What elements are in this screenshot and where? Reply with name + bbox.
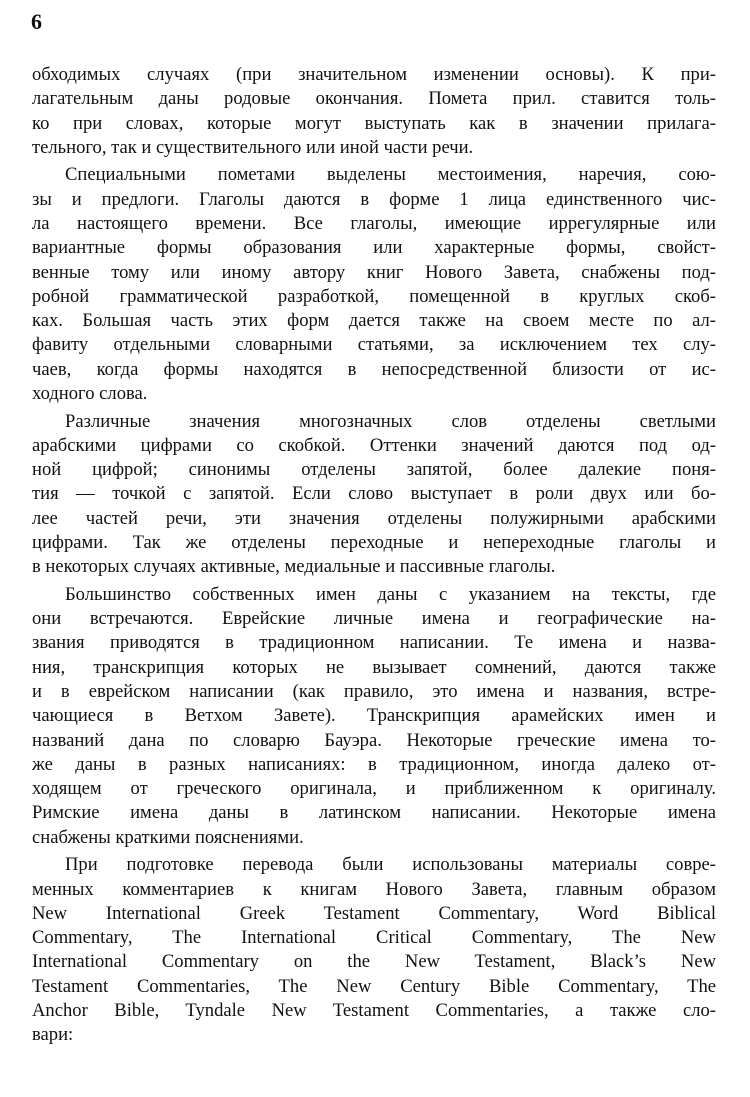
text-line: обходимых случаях (при значительном изменении основы). К при- bbox=[32, 64, 716, 85]
text-line: Специальными пометами выделены местоимения, наречия, сою- bbox=[65, 164, 716, 186]
text-line: New International Greek Testament Commentary, Word Biblical bbox=[32, 902, 716, 924]
text-line: ках. Большая часть этих форм дается также на своем месте по ал- bbox=[32, 310, 716, 332]
text-line: ко при словах, которые могут выступать как в значении прилага- bbox=[32, 112, 716, 134]
text-line: ходящем от греческого оригинала, и приближенном к оригиналу. bbox=[32, 778, 716, 800]
paragraph bbox=[32, 583, 716, 850]
text-line: вари: bbox=[32, 1024, 74, 1046]
text-line: Большинство собственных имен даны с указанием на тексты, где bbox=[65, 583, 716, 605]
text-line: и в еврейском написании (как правило, это имена и названия, встре- bbox=[32, 680, 716, 702]
paragraph bbox=[32, 410, 716, 580]
text-line: они встречаются. Еврейские личные имена и географические на- bbox=[32, 608, 716, 630]
text-line: робной грамматической разработкой, помещенной в круглых скоб- bbox=[32, 285, 716, 307]
text-line: вариантные формы образования или характерные формы, свойст- bbox=[32, 237, 716, 259]
text-line: Anchor Bible, Tyndale New Testament Commentaries, а также сло- bbox=[32, 1000, 716, 1022]
text-line: цифрами. Так же отделены переходные и непереходные глаголы и bbox=[32, 532, 716, 554]
text-line: венные тому или иному автору книг Нового Завета, снабжены под- bbox=[32, 261, 716, 283]
text-line: же даны в разных написаниях: в традиционном, иногда далеко от- bbox=[32, 753, 716, 775]
text-line: названий дана по словарю Бауэра. Некоторые греческие имена то- bbox=[32, 729, 716, 751]
text-line: ной цифрой; синонимы отделены запятой, более далекие поня- bbox=[32, 459, 716, 481]
text-line: Римские имена даны в латинском написании. Некоторые имена bbox=[32, 802, 716, 824]
text-line: International Commentary on the New Testament, Black’s New bbox=[32, 951, 716, 973]
text-line: Commentary, The International Critical Commentary, The New bbox=[32, 927, 716, 949]
text-line: чаев, когда формы находятся в непосредственной близости от ис- bbox=[32, 358, 716, 380]
text-line: ния, транскрипция которых не вызывает сомнений, даются также bbox=[32, 656, 716, 678]
text-line: Различные значения многозначных слов отделены светлыми bbox=[65, 410, 716, 432]
text-line: зы и предлоги. Глаголы даются в форме 1 лица единственного чис- bbox=[32, 188, 716, 210]
text-line: чающиеся в Ветхом Завете). Транскрипция арамейских имен и bbox=[32, 705, 716, 727]
text-line: снабжены краткими пояснениями. bbox=[32, 826, 304, 848]
text-line: в некоторых случаях активные, медиальные и пассивные глаголы. bbox=[32, 556, 556, 578]
text-line: лее частей речи, эти значения отделены полужирными арабскими bbox=[32, 507, 716, 529]
text-line: звания приводятся в традиционном написании. Те имена и назва- bbox=[32, 632, 716, 654]
text-line: тия — точкой с запятой. Если слово выступает в роли двух или бо- bbox=[32, 483, 716, 505]
text-line: тельного, так и существительного или иной части речи. bbox=[32, 136, 474, 158]
text-line: ла настоящего времени. Все глаголы, имеющие иррегулярные или bbox=[32, 212, 716, 234]
page-number: 6 bbox=[31, 9, 42, 34]
text-line: фавиту отдельными словарными статьями, за исключением тех слу- bbox=[32, 334, 716, 356]
text-line: При подготовке перевода были использованы материалы совре- bbox=[65, 854, 716, 876]
text-line: арабскими цифрами со скобкой. Оттенки значений даются под од- bbox=[32, 434, 716, 456]
text-line: ходного слова. bbox=[32, 383, 148, 405]
text-line: менных комментариев к книгам Нового Завета, главным образом bbox=[32, 878, 716, 900]
body-text bbox=[32, 63, 716, 1048]
text-line: лагательным даны родовые окончания. Помета прил. ставится толь- bbox=[32, 88, 716, 110]
paragraph bbox=[32, 163, 716, 406]
paragraph bbox=[32, 63, 716, 160]
paragraph bbox=[32, 853, 716, 1047]
text-line: Testament Commentaries, The New Century Bible Commentary, The bbox=[32, 975, 716, 997]
